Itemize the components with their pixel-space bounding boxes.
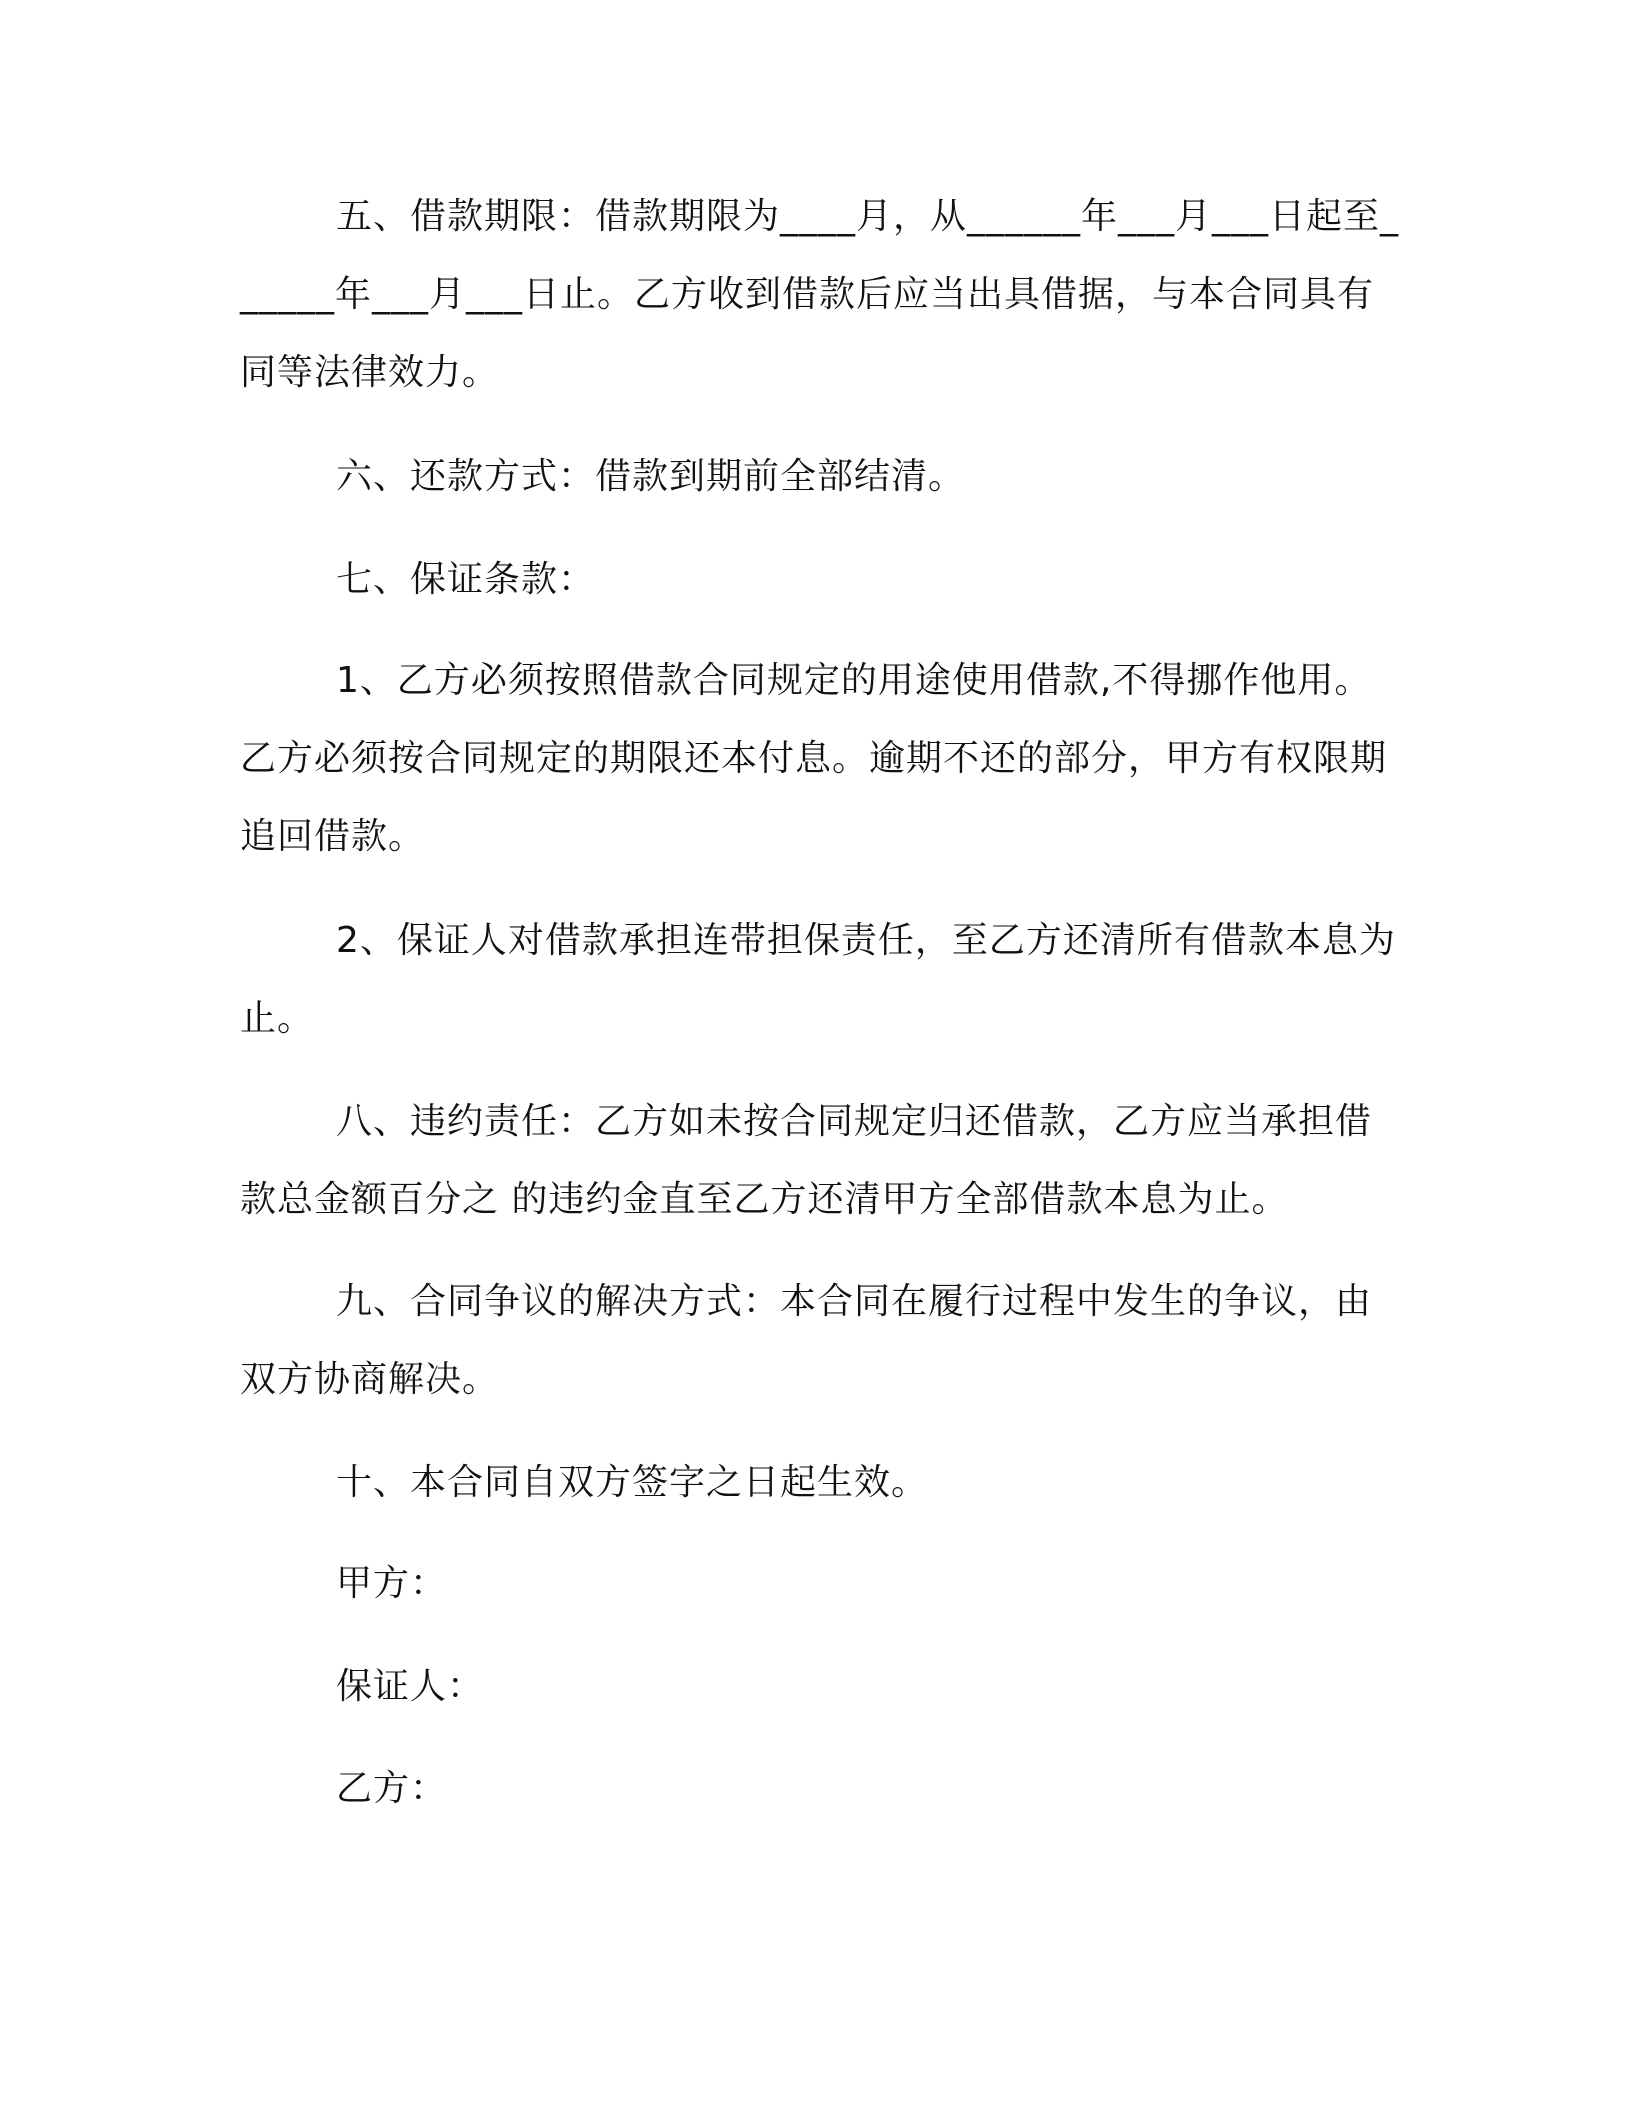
clause-eight-breach-liability: 八、违约责任：乙方如未按合同规定归还借款，乙方应当承担借款总金额百分之 的违约金直至乙方还清甲方全部借款本息为止。 [240,1101,1373,1220]
clause-six-repayment-method: 六、还款方式：借款到期前全部结清。 [336,456,966,497]
clause-seven-item-2: 2、保证人对借款承担连带担保责任，至乙方还清所有借款本息为止。 [240,920,1396,1039]
clause-nine-dispute-resolution: 九、合同争议的解决方式：本合同在履行过程中发生的争议，由双方协商解决。 [240,1281,1373,1400]
clause-ten-effective-date: 十、本合同自双方签字之日起生效。 [336,1462,929,1503]
clause-seven-item-1: 1、乙方必须按照借款合同规定的用途使用借款,不得挪作他用。乙方必须按合同规定的期限还本付息。逾期不还的部分，甲方有权限期追回借款。 [240,660,1388,857]
signature-guarantor-label: 保证人： [336,1666,485,1707]
clause-five-loan-term: 五、借款期限：借款期限为____月，从______年___月___日起至______年___月___日止。乙方收到借款后应当出具借据，与本合同具有同等法律效力。 [240,196,1400,393]
clause-seven-guarantee-heading: 七、保证条款： [336,559,596,600]
signature-party-a-label: 甲方： [336,1563,448,1604]
signature-party-b-label: 乙方： [336,1768,448,1809]
